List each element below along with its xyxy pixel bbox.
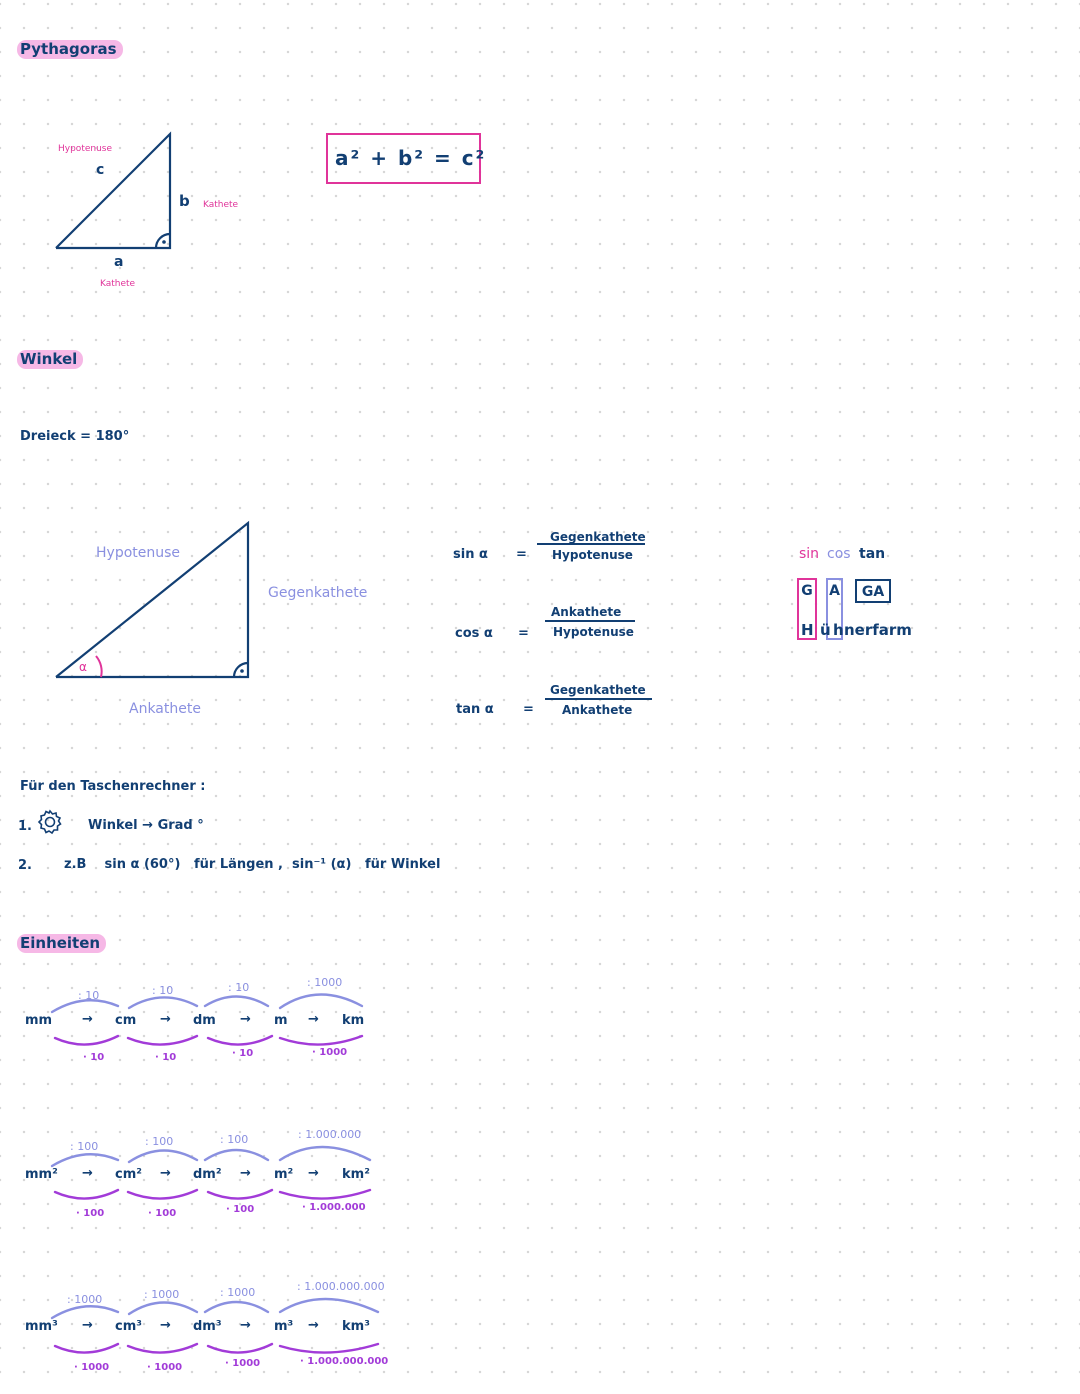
tan-numerator: Gegenkathete — [550, 683, 646, 697]
mnemonic-tan: tan — [859, 546, 886, 562]
pythagoras-kathete-right: Kathete — [203, 200, 239, 210]
tan-eq: = — [523, 702, 534, 717]
length-bottom-factor: · 10 — [83, 1052, 105, 1063]
sin-lhs: sin α — [453, 547, 488, 562]
sin-numerator: Gegenkathete — [550, 530, 646, 544]
unit-m2: m² — [274, 1167, 294, 1182]
pythagoras-b: b — [179, 192, 190, 210]
mnemonic-ga: GA — [861, 584, 885, 600]
winkel-hypotenuse: Hypotenuse — [96, 545, 181, 561]
volume-bottom-factor: · 1000 — [74, 1362, 110, 1373]
arrow: → — [240, 1318, 251, 1333]
pythagoras-c: c — [96, 162, 105, 178]
volume-bottom-factor: · 1.000.000.000 — [300, 1356, 389, 1367]
calculator-step1-text: Winkel → Grad ° — [88, 818, 204, 833]
volume-bottom-factor: · 1000 — [147, 1362, 183, 1373]
unit-dm: dm — [193, 1013, 216, 1028]
mnemonic-cos: cos — [827, 546, 851, 562]
length-top-factor: : 10 — [228, 981, 250, 994]
arrow: → — [308, 1166, 319, 1181]
cos-denominator: Hypotenuse — [553, 625, 634, 639]
unit-mm3: mm³ — [25, 1319, 58, 1334]
area-bottom-factor: · 100 — [76, 1208, 105, 1219]
unit-m3: m³ — [274, 1319, 294, 1334]
tan-lhs: tan α — [456, 702, 494, 717]
huehner-rest: nerfarm — [844, 621, 912, 639]
unit-km: km — [342, 1013, 365, 1028]
calculator-title: Für den Taschenrechner : — [20, 779, 206, 794]
unit-dm3: dm³ — [193, 1319, 222, 1334]
right-angle-dot — [162, 240, 166, 244]
area-top-factor: : 1.000.000 — [298, 1128, 362, 1141]
sin-eq: = — [516, 547, 527, 562]
arrow: → — [308, 1012, 319, 1027]
area-top-factor: : 100 — [70, 1140, 99, 1153]
mnemonic-a: A — [829, 583, 840, 599]
pythagoras-kathete-bottom: Kathete — [100, 279, 136, 289]
unit-mm2: mm² — [25, 1167, 58, 1182]
alpha-arc — [96, 656, 102, 677]
arrow: → — [240, 1012, 251, 1027]
unit-km2: km² — [342, 1167, 370, 1182]
cos-eq: = — [518, 626, 529, 641]
unit-m: m — [274, 1013, 288, 1028]
pythagoras-formula: a² + b² = c² — [335, 146, 487, 170]
tan-denominator: Ankathete — [562, 703, 633, 717]
unit-cm2: cm² — [115, 1167, 142, 1182]
gear-icon — [39, 811, 61, 833]
arrow: → — [240, 1166, 251, 1181]
length-top-factor: : 10 — [152, 984, 174, 997]
huehner-u: ü — [820, 621, 831, 639]
unit-dm2: dm² — [193, 1167, 222, 1182]
unit-km3: km³ — [342, 1319, 370, 1334]
winkel-gegenkathete: Gegenkathete — [268, 585, 368, 601]
calculator-step2-number: 2. — [18, 858, 32, 873]
unit-cm3: cm³ — [115, 1319, 142, 1334]
arrow: → — [308, 1318, 319, 1333]
arrow: → — [82, 1166, 93, 1181]
length-bottom-factor: · 1000 — [312, 1047, 348, 1058]
calculator-step1-number: 1. — [18, 819, 32, 834]
calculator-step2-text: z.B sin α (60°) für Längen , sin⁻¹ (α) für Winkel — [64, 857, 441, 872]
area-top-factor: : 100 — [220, 1133, 249, 1146]
sin-denominator: Hypotenuse — [552, 548, 633, 562]
cos-numerator: Ankathete — [551, 605, 622, 619]
cos-lhs: cos α — [455, 626, 493, 641]
alpha-symbol: α — [79, 660, 87, 674]
unit-mm: mm — [25, 1013, 53, 1028]
area-bottom-factor: · 1.000.000 — [302, 1202, 366, 1213]
volume-bottom-factor: · 1000 — [225, 1358, 261, 1369]
huehner-h: H — [801, 621, 814, 639]
volume-top-factor: : 1000 — [220, 1286, 256, 1299]
volume-top-factor: : 1000 — [144, 1288, 180, 1301]
arrow: → — [160, 1012, 171, 1027]
length-top-factor: : 1000 — [307, 976, 343, 989]
huehner-h2: h — [833, 621, 844, 639]
winkel-ankathete: Ankathete — [129, 701, 201, 717]
unit-cm: cm — [115, 1013, 137, 1028]
mnemonic-box-ga — [855, 579, 891, 603]
arrow: → — [82, 1318, 93, 1333]
arrow: → — [160, 1318, 171, 1333]
length-bottom-factor: · 10 — [232, 1048, 254, 1059]
pythagoras-a: a — [114, 254, 124, 270]
right-angle-dot-2 — [240, 669, 244, 673]
arrow: → — [82, 1012, 93, 1027]
arrow: → — [160, 1166, 171, 1181]
section-heading-einheiten: Einheiten — [17, 934, 106, 953]
area-bottom-factor: · 100 — [148, 1208, 177, 1219]
section-heading-winkel: Winkel — [17, 350, 83, 369]
area-bottom-factor: · 100 — [226, 1204, 255, 1215]
dreieck-180: Dreieck = 180° — [20, 429, 130, 444]
mnemonic-g: G — [801, 583, 813, 599]
length-bottom-factor: · 10 — [155, 1052, 177, 1063]
length-top-factor: : 10 — [78, 989, 100, 1002]
mnemonic-sin: sin — [799, 546, 820, 562]
volume-top-factor: : 1000 — [67, 1293, 103, 1306]
section-heading-pythagoras: Pythagoras — [17, 40, 123, 59]
volume-top-factor: : 1.000.000.000 — [297, 1280, 385, 1293]
pythagoras-hypotenuse-label: Hypotenuse — [58, 144, 113, 154]
area-top-factor: : 100 — [145, 1135, 174, 1148]
